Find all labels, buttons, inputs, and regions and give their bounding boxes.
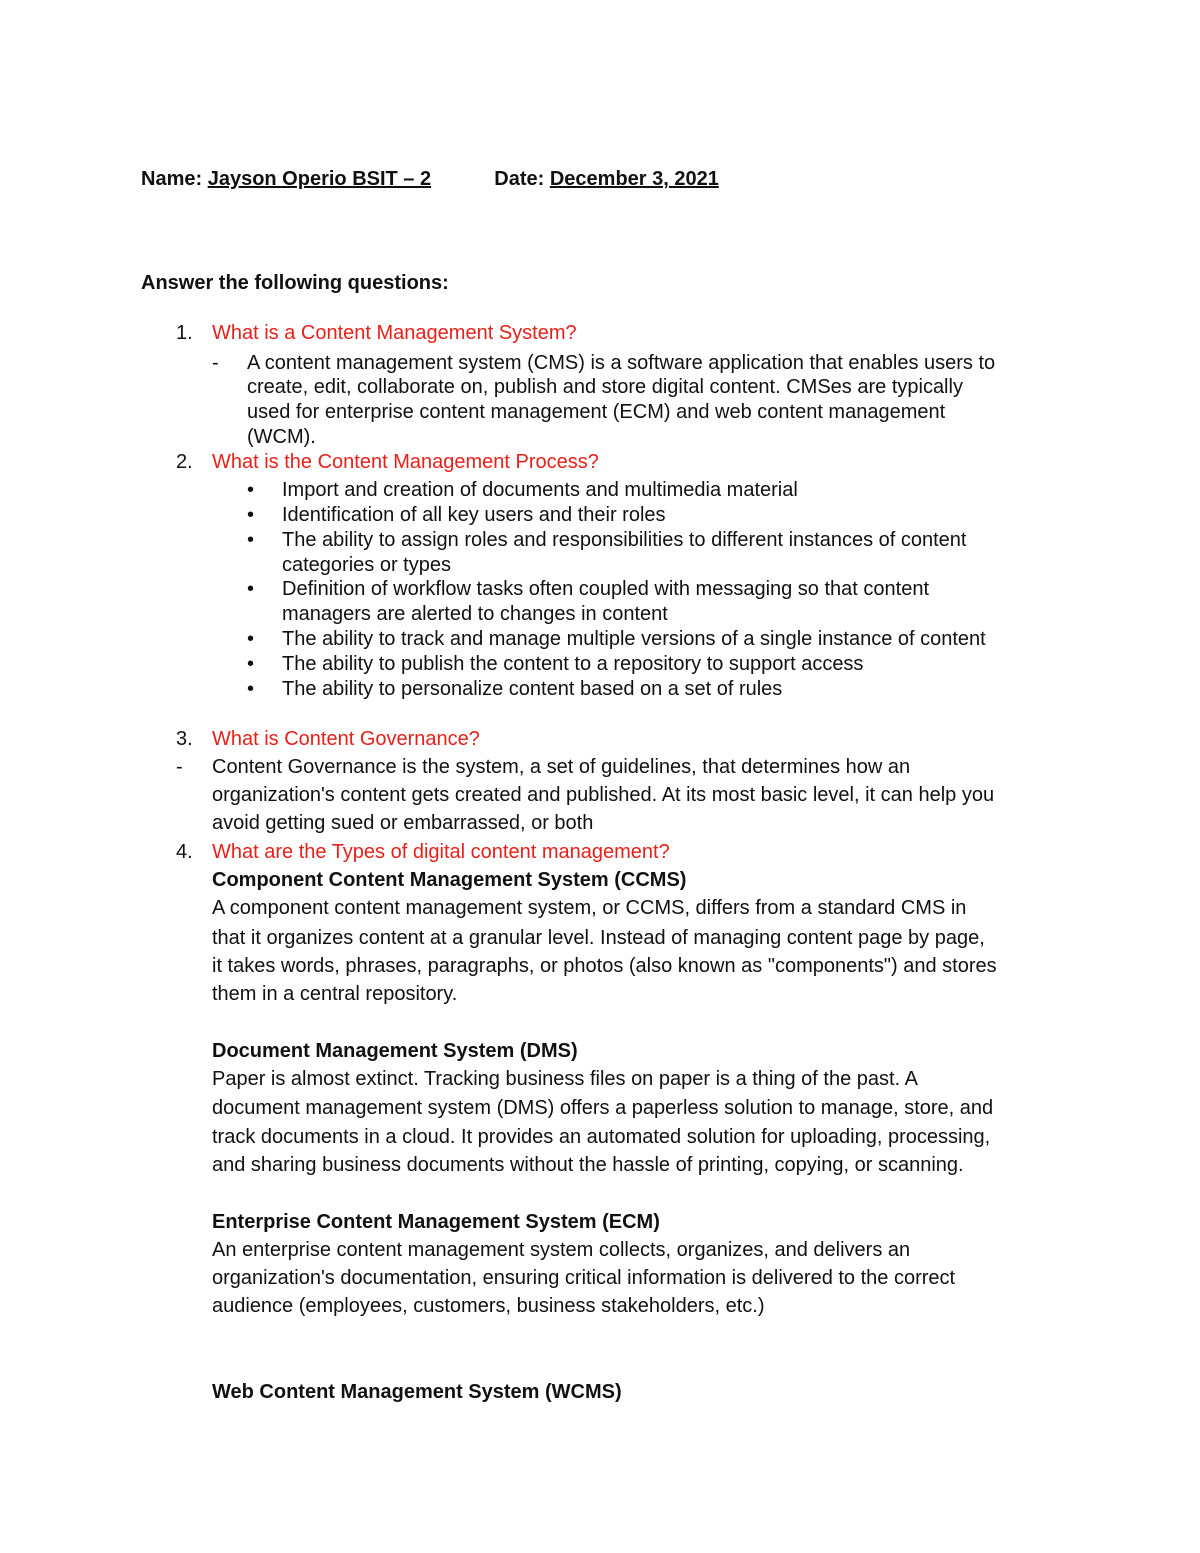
instructions-heading: Answer the following questions: (141, 272, 449, 294)
q3-number: 3. (176, 728, 193, 750)
section-body-line: organization's documentation, ensuring critical information is delivered to the correct (212, 1267, 956, 1289)
section-body-line: track documents in a cloud. It provides an automated solution for uploading, processing, (212, 1126, 991, 1148)
q2-bullet-item: Import and creation of documents and multimedia material (282, 479, 798, 501)
q2-bullet-item: The ability to personalize content based on a set of rules (282, 678, 783, 700)
section-body-line: audience (employees, customers, business stakeholders, etc.) (212, 1295, 765, 1317)
name-value: Jayson Operio BSIT – 2 (207, 168, 432, 190)
bullet-icon: • (247, 479, 255, 501)
q3-dash: - (176, 756, 183, 778)
q2-bullet-item-continued: categories or types (282, 554, 451, 576)
section-title-ccms: Component Content Management System (CCMS) (212, 869, 687, 891)
section-title-dms: Document Management System (DMS) (212, 1040, 578, 1062)
q2-bullet-item-continued: managers are alerted to changes in content (282, 603, 668, 625)
bullet-icon: • (247, 529, 255, 551)
q3-question: What is Content Governance? (212, 728, 480, 750)
bullet-icon: • (247, 628, 255, 650)
section-body-line: them in a central repository. (212, 983, 458, 1005)
q3-answer-line: organization's content gets created and published. At its most basic level, it can help you (212, 784, 995, 806)
q1-number: 1. (176, 322, 193, 344)
section-body-line: A component content management system, or CCMS, differs from a standard CMS in (212, 897, 967, 919)
section-title-wcms: Web Content Management System (WCMS) (212, 1381, 622, 1403)
q3-answer-line: Content Governance is the system, a set of guidelines, that determines how an (212, 756, 911, 778)
date-value: December 3, 2021 (549, 168, 719, 190)
section-body-line: and sharing business documents without the hassle of printing, copying, or scanning. (212, 1154, 964, 1176)
q2-bullet-item: The ability to assign roles and responsibilities to different instances of content (282, 529, 967, 551)
q4-question: What are the Types of digital content management? (212, 841, 670, 863)
header-line (141, 167, 719, 191)
q3-answer-line: avoid getting sued or embarrassed, or both (212, 812, 594, 834)
bullet-icon: • (247, 578, 255, 600)
bullet-icon: • (247, 504, 255, 526)
q1-answer-line: create, edit, collaborate on, publish and store digital content. CMSes are typically (247, 376, 963, 398)
bullet-icon: • (247, 678, 255, 700)
section-body-line: it takes words, phrases, paragraphs, or photos (also known as "components") and stores (212, 955, 997, 977)
q2-bullet-item: The ability to publish the content to a repository to support access (282, 653, 864, 675)
q1-question: What is a Content Management System? (212, 322, 577, 344)
section-title-ecm: Enterprise Content Management System (ECM) (212, 1211, 660, 1233)
name-label: Name: (141, 168, 203, 190)
q2-question: What is the Content Management Process? (212, 451, 599, 473)
section-body-line: that it organizes content at a granular level. Instead of managing content page by page, (212, 927, 985, 949)
section-body-line: document management system (DMS) offers a paperless solution to manage, store, and (212, 1097, 994, 1119)
q2-bullet-item: Identification of all key users and their roles (282, 504, 666, 526)
q1-answer-line: A content management system (CMS) is a software application that enables users to (247, 352, 996, 374)
section-body-line: An enterprise content management system collects, organizes, and delivers an (212, 1239, 911, 1261)
q1-answer-line: used for enterprise content management (ECM) and web content management (247, 401, 946, 423)
q2-bullet-item: Definition of workflow tasks often coupled with messaging so that content (282, 578, 930, 600)
bullet-icon: • (247, 653, 255, 675)
q4-number: 4. (176, 841, 193, 863)
q2-number: 2. (176, 451, 193, 473)
q2-bullet-item: The ability to track and manage multiple versions of a single instance of content (282, 628, 986, 650)
section-body-line: Paper is almost extinct. Tracking business files on paper is a thing of the past. A (212, 1068, 918, 1090)
date-label: Date: (494, 168, 545, 190)
q1-dash: - (212, 352, 219, 374)
q1-answer-line: (WCM). (247, 426, 316, 448)
